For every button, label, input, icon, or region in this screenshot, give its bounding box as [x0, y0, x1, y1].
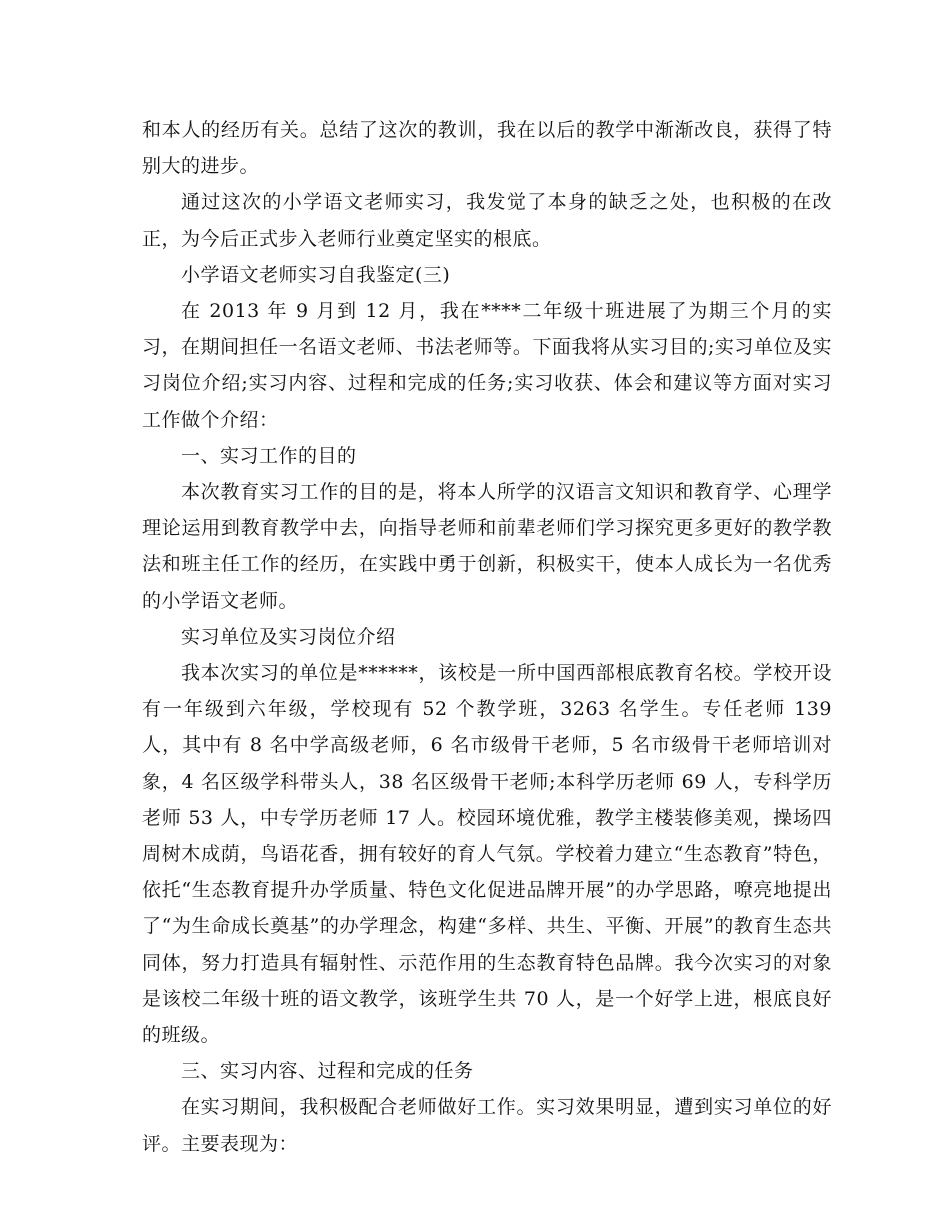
- paragraph: 在 2013 年 9 月到 12 月，我在****二年级十班进展了为期三个月的实习，在期间担任一名语文老师、书法老师等。下面我将从实习目的;实习单位及实习岗位介绍;实习内容、过程和完成的任务;实习收获、体会和建议等方面对实习工作做个介绍：: [142, 300, 832, 431]
- paragraph: 和本人的经历有关。总结了这次的教训，我在以后的教学中渐渐改良，获得了特别大的进步。: [142, 119, 832, 178]
- section-title: 小学语文老师实习自我鉴定(三): [180, 263, 451, 286]
- document-body: [142, 112, 832, 1162]
- paragraph: 我本次实习的单位是******，该校是一所中国西部根底教育名校。学校开设有一年级到六年级，学校现有 52 个教学班，3263 名学生。专任老师 139 人，其中有 8 名中学高级老师，6 名市级骨干老师，5 名市级骨干老师培训对象，4 名区级学科带头人，38 名区级骨干老师;本科学历老师 69 人，专科学历老师 53 人，中专学历老师 17 人。校园环境优雅，教学主楼装修美观，操场四周树木成荫，鸟语花香，拥有较好的育人气氛。学校着力建立“生态教育”特色，依托“生态教育提升办学质量、特色文化促进品牌开展”的办学思路，嘹亮地提出了“为生命成长奠基”的办学理念，构建“多样、共生、平衡、开展”的教育生态共同体，努力打造具有辐射性、示范作用的生态教育特色品牌。我今次实习的对象是该校二年级十班的语文教学，该班学生共 70 人，是一个好学上进，根底良好的班级。: [142, 662, 832, 1047]
- paragraph: 本次教育实习工作的目的是，将本人所学的汉语言文知识和教育学、心理学理论运用到教育教学中去，向指导老师和前辈老师们学习探究更多更好的教学教法和班主任工作的经历，在实践中勇于创新，积极实干，使本人成长为一名优秀的小学语文老师。: [142, 481, 832, 612]
- section-heading: 一、实习工作的目的: [180, 444, 357, 467]
- section-heading: 实习单位及实习岗位介绍: [180, 625, 396, 648]
- paragraph: 在实习期间，我积极配合老师做好工作。实习效果明显，遭到实习单位的好评。主要表现为：: [142, 1096, 832, 1155]
- paragraph: 通过这次的小学语文老师实习，我发觉了本身的缺乏之处，也积极的在改正，为今后正式步入老师行业奠定坚实的根底。: [142, 191, 832, 250]
- section-heading: 三、实习内容、过程和完成的任务: [180, 1060, 474, 1083]
